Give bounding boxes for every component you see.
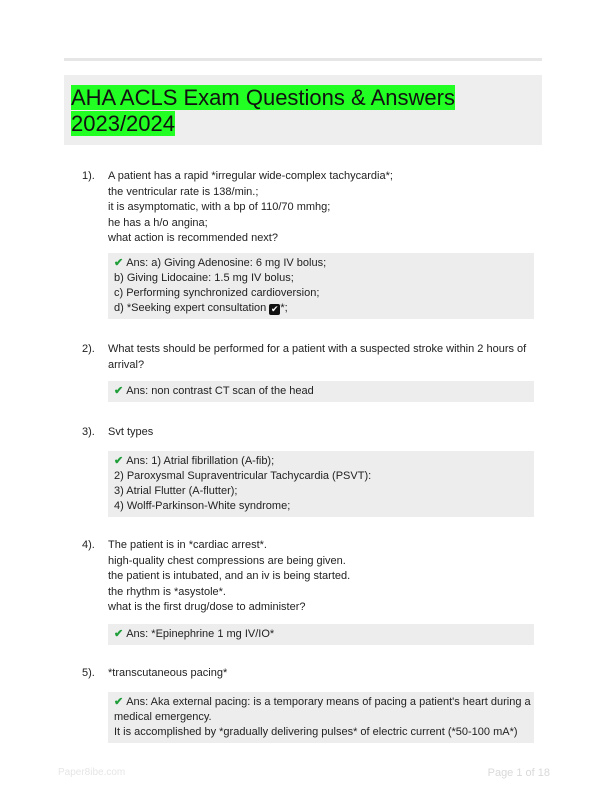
top-divider bbox=[64, 58, 542, 61]
answer-box bbox=[108, 381, 534, 402]
question-line: the ventricular rate is 138/min.; bbox=[108, 185, 259, 198]
answer-line: c) Performing synchronized cardioversion; bbox=[114, 287, 320, 299]
checkmark-icon: ✔ bbox=[114, 628, 124, 640]
question-line: A patient has a rapid *irregular wide-complex tachycardia*; bbox=[108, 170, 393, 182]
question-number: 3). bbox=[82, 426, 95, 438]
answer-line: d) *Seeking expert consultation ✔ *; bbox=[114, 302, 288, 314]
question-line: he has a h/o angina; bbox=[108, 216, 208, 229]
answer-line: 2) Paroxysmal Supraventricular Tachycardia (PSVT): bbox=[114, 470, 372, 482]
answer-line: ✔ Ans: a) Giving Adenosine: 6 mg IV bolus; bbox=[114, 257, 327, 269]
question-text bbox=[108, 169, 538, 247]
question-number: 2). bbox=[82, 343, 95, 355]
answer-box bbox=[108, 692, 534, 743]
answer-line: ✔ Ans: Aka external pacing: is a temporary means of pacing a patient's heart during a bbox=[114, 696, 531, 708]
question-line: high-quality chest compressions are being given. bbox=[108, 554, 346, 567]
check-box-icon: ✔ bbox=[271, 304, 279, 314]
question-line: the patient is intubated, and an iv is being started. bbox=[108, 570, 351, 582]
answer-line: ✔ Ans: non contrast CT scan of the head bbox=[114, 385, 314, 397]
question-text bbox=[108, 666, 538, 682]
checkmark-icon: ✔ bbox=[114, 696, 124, 708]
question-number: 1). bbox=[82, 170, 95, 182]
answer-line: 3) Atrial Flutter (A-flutter); bbox=[114, 485, 238, 497]
question-line: Svt types bbox=[108, 426, 154, 438]
question-line: the rhythm is *asystole*. bbox=[108, 585, 226, 598]
answer-box bbox=[108, 253, 534, 319]
question-number: 4). bbox=[82, 539, 95, 551]
page-number: Page 1 of 18 bbox=[487, 767, 550, 779]
question-line: it is asymptomatic, with a bp of 110/70 mmhg; bbox=[108, 201, 331, 213]
answer-line: b) Giving Lidocaine: 1.5 mg IV bolus; bbox=[114, 272, 294, 284]
question-line: The patient is in *cardiac arrest*. bbox=[108, 539, 267, 551]
answer-box bbox=[108, 624, 534, 645]
answer-line: ✔ Ans: 1) Atrial fibrillation (A-fib); bbox=[114, 455, 275, 467]
checkmark-icon: ✔ bbox=[114, 385, 124, 397]
document-title: AHA ACLS Exam Questions & Answers 2023/2024 bbox=[71, 85, 455, 136]
question-line: What tests should be performed for a patient with a suspected stroke within 2 hours of bbox=[108, 343, 527, 355]
answer-line: medical emergency. bbox=[114, 711, 212, 723]
question-text bbox=[108, 425, 538, 441]
question-number: 5). bbox=[82, 667, 95, 679]
watermark-site: Paper8ibe.com bbox=[58, 767, 126, 778]
checkmark-icon: ✔ bbox=[114, 455, 124, 467]
question-line: what action is recommended next? bbox=[108, 232, 278, 244]
question-text bbox=[108, 538, 538, 616]
answer-line: It is accomplished by *gradually delivering pulses* of electric current (*50-100 mA*) bbox=[114, 726, 518, 738]
answer-line: ✔ Ans: *Epinephrine 1 mg IV/IO* bbox=[114, 628, 275, 640]
checkmark-icon: ✔ bbox=[114, 257, 124, 269]
question-line: *transcutaneous pacing* bbox=[108, 667, 228, 679]
question-line: what is the first drug/dose to administer? bbox=[108, 601, 306, 613]
answer-line: 4) Wolff-Parkinson-White syndrome; bbox=[114, 500, 291, 512]
question-text bbox=[108, 342, 538, 373]
question-line: arrival? bbox=[108, 358, 145, 371]
answer-box bbox=[108, 451, 534, 517]
